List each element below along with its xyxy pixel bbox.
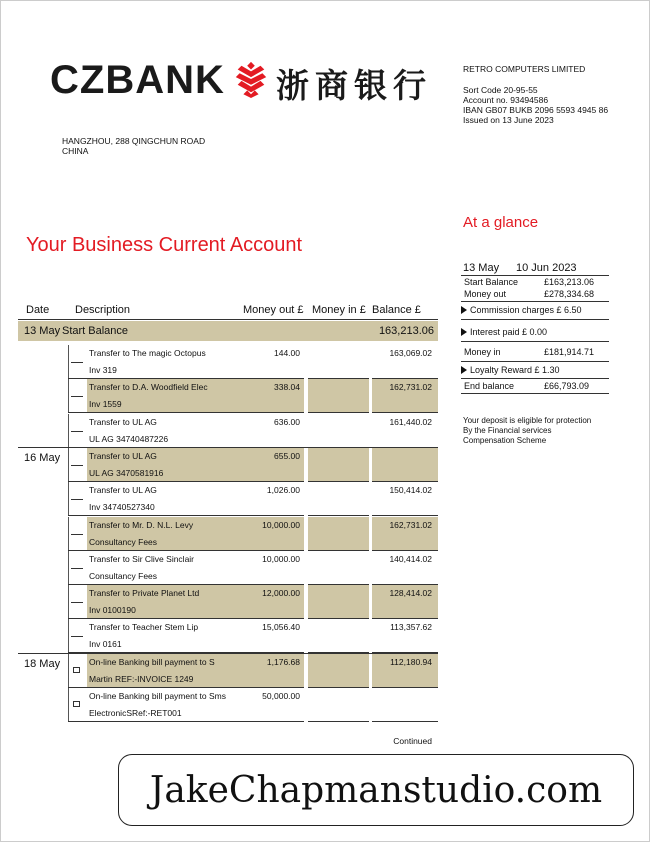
row-rule [68,412,304,413]
row-balance: 150,414.02 [389,485,432,495]
row-money-out: 1,176.68 [266,657,300,667]
row-left-line [68,482,69,515]
glance-rule-3 [461,319,609,320]
protection-note [463,416,591,446]
row-desc-line2: Inv 1559 [89,399,122,409]
row-desc-line2: UL AG 34740487226 [89,434,169,444]
row-desc-line1: Transfer to UL AG [89,485,157,495]
row-tick-icon [71,534,83,535]
row-desc-line2: Consultancy Fees [89,537,158,547]
account-details [463,85,608,125]
row-tick-icon [71,499,83,500]
row-rule-in [308,618,369,619]
glance-commission: Commission charges £ 6.50 [470,305,582,315]
row-rule-in [308,481,369,482]
row-rule-bal [372,721,438,722]
payment-box-icon [73,667,80,673]
row-shade-in [308,517,369,550]
row-rule [68,618,304,619]
row-balance: 113,357.62 [390,622,432,632]
date-group-rule [18,447,438,448]
row-left-line [68,517,69,550]
row-shade-in [308,654,369,687]
account-title: Your Business Current Account [26,234,303,256]
header-description: Description [75,304,131,316]
row-left-line [68,654,69,687]
glance-rule-6 [461,378,609,379]
row-money-out: 636.00 [274,417,300,427]
row-rule-in [308,515,369,516]
row-desc-line1: On-line Banking bill payment to S [89,657,215,667]
glance-out-label: Money out [464,289,507,299]
start-balance: 163,213.06 [378,325,434,337]
row-balance: 162,731.02 [389,382,432,392]
row-money-out: 10,000.00 [262,520,300,530]
continued-label: Continued [393,736,432,746]
row-money-out: 1,026.00 [266,485,300,495]
row-balance: 140,414.02 [389,554,432,564]
customer-company: RETRO COMPUTERS LIMITED [463,64,586,74]
row-rule [68,481,304,482]
row-desc-line2: Inv 0100190 [89,605,136,615]
row-date: 18 May [24,658,61,670]
account-number: Account no. 93494586 [463,95,549,105]
row-shade-in [308,585,369,618]
start-label: Start Balance [62,325,129,337]
row-rule [68,550,304,551]
row-tick-icon [71,396,83,397]
row-desc-line2: Inv 34740527340 [89,502,155,512]
glance-interest: Interest paid £ 0.00 [470,327,548,337]
row-desc-line1: Transfer to Teacher Stem Lip [89,622,199,632]
glance-rule-1 [461,275,609,276]
date-group-rule [18,653,438,654]
header-date: Date [26,304,50,316]
glance-to: 10 Jun 2023 [516,262,577,274]
glance-in-value: £181,914.71 [544,347,595,357]
row-balance: 162,731.02 [389,520,432,530]
row-tick-icon [71,602,83,603]
row-desc-line1: Transfer to UL AG [89,451,157,461]
loyalty-arrow-icon [461,366,467,374]
row-left-line [68,688,69,721]
row-desc-line1: Transfer to UL AG [89,417,157,427]
header-balance: Balance £ [372,304,421,316]
header-rule [18,319,438,320]
row-rule-in [308,412,369,413]
row-tick-icon [71,568,83,569]
glance-from: 13 May [463,262,500,274]
header-money-in: Money in £ [312,304,366,316]
row-balance: 161,440.02 [389,417,432,427]
row-desc-line1: Transfer to Private Planet Ltd [89,588,200,598]
row-money-out: 144.00 [274,348,300,358]
row-desc-line2: Consultancy Fees [89,571,158,581]
row-left-line [68,448,69,481]
address-line1: HANGZHOU, 288 QINGCHUN ROAD [62,136,206,146]
row-tick-icon [71,362,83,363]
row-rule-bal [372,687,438,688]
iban: IBAN GB07 BUKB 2096 5593 4945 86 [463,105,609,115]
row-rule-in [308,687,369,688]
glance-rule-4 [461,341,609,342]
watermark: JakeChapmanstudio.com [118,754,634,826]
row-rule-in [308,550,369,551]
row-shade-in [308,448,369,481]
glance-end-value: £66,793.09 [544,381,590,391]
payment-box-icon [73,701,80,707]
protection-note-line1: Your deposit is eligible for protection [463,416,592,425]
row-rule [68,687,304,688]
start-date: 13 May [24,325,61,337]
row-rule-bal [372,618,438,619]
row-left-line [68,585,69,618]
row-rule-bal [372,412,438,413]
row-money-out: 12,000.00 [262,588,300,598]
bank-logo-icon [232,60,270,98]
row-shade-in [308,379,369,412]
row-balance: 112,180.94 [390,657,432,667]
protection-note-line2: By the Financial services [463,426,552,435]
row-desc-line2: Martin REF:-INVOICE 1249 [89,674,194,684]
row-desc-line1: Transfer to D.A. Woodfield Elec [89,382,208,392]
row-desc-line2: UL AG 3470581916 [89,468,164,478]
row-tick-icon [71,636,83,637]
row-left-line [68,619,69,652]
glance-rule-5 [461,361,609,362]
glance-out-value: £278,334.68 [544,289,595,299]
row-left-line [68,414,69,447]
row-date: 16 May [24,452,61,464]
row-tick-icon [71,465,83,466]
glance-end-label: End balance [464,381,515,391]
interest-arrow-icon [461,328,467,336]
row-left-line [68,551,69,584]
row-rule-bal [372,550,438,551]
glance-loyalty: Loyalty Reward £ 1.30 [470,365,560,375]
row-money-out: 655.00 [274,451,300,461]
row-rule-bal [372,515,438,516]
row-desc-line1: Transfer to Mr. D. N.L. Levy [89,520,194,530]
issued-date: Issued on 13 June 2023 [463,115,554,125]
glance-rule-2 [461,301,609,302]
row-balance: 163,069.02 [389,348,432,358]
row-money-out: 338.04 [274,382,300,392]
row-rule [68,515,304,516]
row-shade-bal [372,448,438,481]
glance-rule-7 [461,393,609,394]
bank-logo-chinese: 浙商银行 [276,66,432,105]
row-money-out: 10,000.00 [262,554,300,564]
sort-code: Sort Code 20-95-55 [463,85,538,95]
row-rule-bal [372,481,438,482]
glance-start-value: £163,213.06 [544,277,595,287]
row-left-line [68,379,69,412]
address-line2: CHINA [62,146,89,156]
row-desc-line1: Transfer to The magic Octopus [89,348,206,358]
row-rule-in [308,721,369,722]
row-desc-line2: Inv 0161 [89,639,122,649]
commission-arrow-icon [461,306,467,314]
row-balance: 128,414.02 [389,588,432,598]
row-rule [68,721,304,722]
bank-logo-text: CZBANK [50,58,225,102]
glance-title: At a glance [463,214,539,231]
glance-start-label: Start Balance [464,277,519,287]
bank-address [62,136,205,156]
row-desc-line2: ElectronicSRef:-RET001 [89,708,182,718]
row-desc-line2: Inv 319 [89,365,117,375]
row-money-out: 15,056.40 [262,622,300,632]
row-tick-icon [71,431,83,432]
row-money-out: 50,000.00 [262,691,300,701]
glance-in-label: Money in [464,347,501,357]
protection-note-line3: Compensation Scheme [463,436,547,445]
header-money-out: Money out £ [243,304,304,316]
row-desc-line1: Transfer to Sir Clive Sinclair [89,554,195,564]
row-left-line [68,345,69,378]
row-desc-line1: On-line Banking bill payment to Sms [89,691,227,701]
